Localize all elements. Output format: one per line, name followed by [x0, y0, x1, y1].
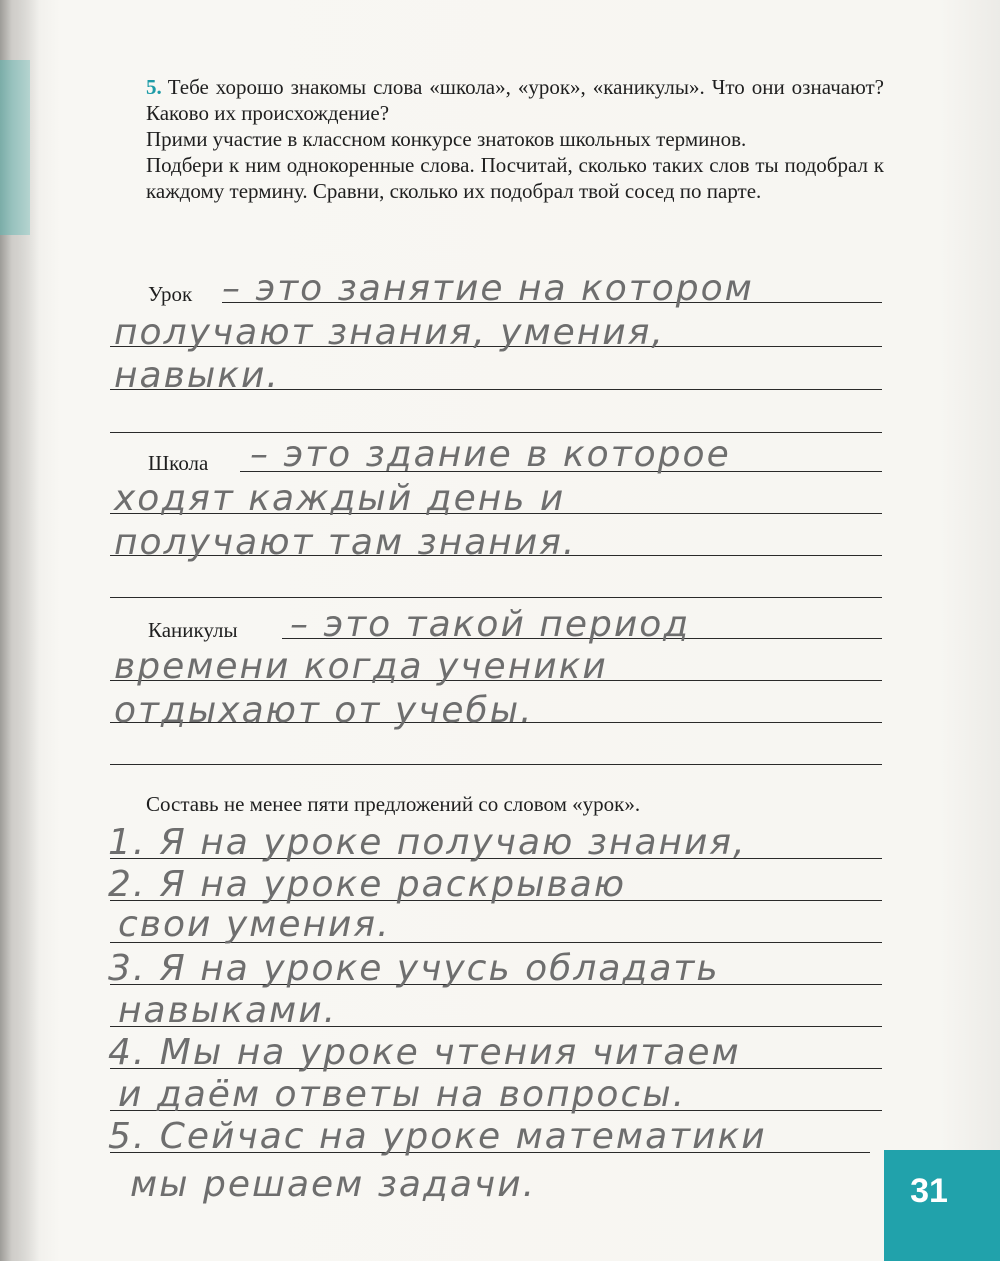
task-para-3: Подбери к ним однокоренные слова. Посчитай, сколько таких слов ты подобрал к каждому термину. Сравни, сколько их подобрал твой сосед по парте.	[146, 153, 884, 203]
task-para-1: 5. Тебе хорошо знакомы слова «школа», «урок», «каникулы». Что они означают? Каково их происхождение?	[146, 75, 884, 125]
handwritten-sentence: 3. Я на уроке учусь обладать	[108, 948, 720, 989]
handwritten-answer: получают знания, умения,	[114, 312, 665, 353]
margin-tab	[0, 60, 30, 235]
handwritten-sentence: 4. Мы на уроке чтения читаем	[108, 1032, 741, 1073]
handwritten-answer: – это здание в которое	[250, 434, 731, 475]
handwritten-answer: ходят каждый день и	[114, 478, 566, 519]
handwritten-sentence: 1. Я на уроке получаю знания,	[108, 822, 747, 863]
handwritten-sentence: навыками.	[118, 990, 338, 1031]
task-text	[146, 74, 884, 204]
handwritten-answer: навыки.	[114, 355, 280, 396]
sentences-instruction: Составь не менее пяти предложений со словом «урок».	[146, 792, 641, 816]
page-number-badge	[884, 1150, 1000, 1261]
answer-line	[110, 432, 882, 433]
handwritten-sentence: мы решаем задачи.	[130, 1164, 537, 1205]
handwritten-sentence: свои умения.	[118, 904, 391, 945]
task-para-2: Прими участие в классном конкурсе знатоков школьных терминов.	[146, 127, 747, 151]
term-label-kanikuly: Каникулы	[148, 618, 238, 642]
page-number: 31	[910, 1172, 948, 1210]
answer-line	[110, 764, 882, 765]
handwritten-sentence: и даём ответы на вопросы.	[118, 1074, 687, 1115]
handwritten-answer: отдыхают от учебы.	[114, 690, 534, 731]
handwritten-answer: – это занятие на котором	[222, 268, 754, 309]
handwritten-answer: времени когда ученики	[114, 646, 608, 687]
term-label-urok: Урок	[148, 282, 193, 306]
handwritten-answer: – это такой период	[290, 604, 691, 645]
handwritten-sentence: 5. Сейчас на уроке математики	[108, 1116, 767, 1157]
handwritten-answer: получают там знания.	[114, 522, 577, 563]
term-label-shkola: Школа	[148, 451, 209, 475]
task-number: 5.	[146, 75, 162, 99]
handwritten-sentence: 2. Я на уроке раскрываю	[108, 864, 627, 905]
answer-line	[110, 597, 882, 598]
